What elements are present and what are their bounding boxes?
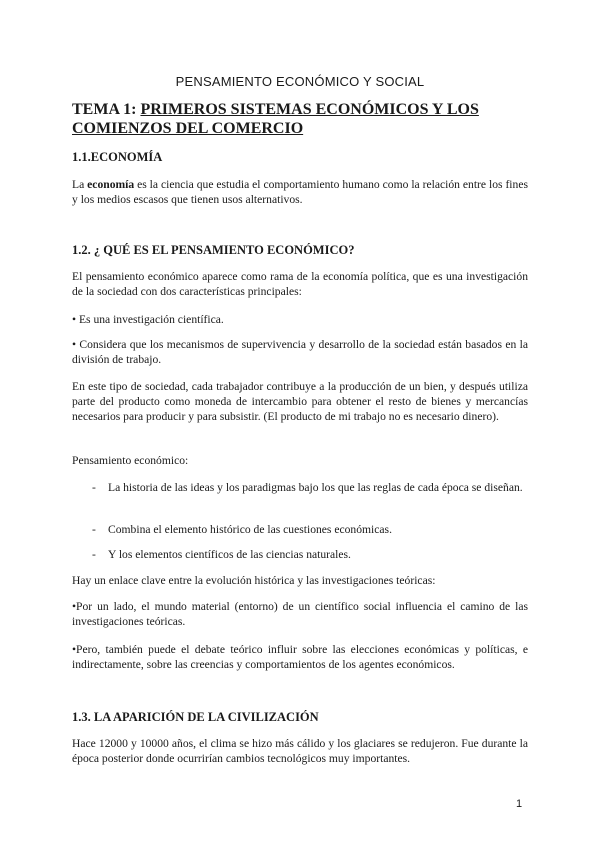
paragraph: Hace 12000 y 10000 años, el clima se hizo más cálido y los glaciares se redujeron. Fue durante la época posterior donde ocurrirían cambios tecnológicos muy importantes. [72, 737, 528, 765]
dash-list-item [92, 480, 528, 495]
dash-list-item [92, 547, 528, 562]
dash-list-item [92, 522, 528, 537]
bold-term: economía [87, 178, 135, 191]
section-heading-1-3: 1.3. LA APARICIÓN DE LA CIVILIZACIÓN [72, 710, 319, 724]
bullet-item: • Es una investigación científica. [72, 313, 224, 326]
dash-text: Y los elementos científicos de las ciencias naturales. [108, 548, 351, 561]
paragraph: En este tipo de sociedad, cada trabajador contribuye a la producción de un bien, y después utiliza parte del producto como moneda de intercambio para obtener el resto de bienes y mercancías necesarios para producir y para subsistir. (El producto de mi trabajo no es necesario dinero). [72, 380, 528, 423]
chapter-prefix: TEMA 1: [72, 101, 141, 118]
paragraph: El pensamiento económico aparece como rama de la economía política, que es una investigación de la sociedad con dos características principales: [72, 270, 528, 298]
running-header: PENSAMIENTO ECONÓMICO Y SOCIAL [175, 74, 425, 89]
text-run: es la ciencia que estudia el comportamiento humano como la relación entre los fines y los medios escasos que tienen usos alternativos. [72, 178, 528, 206]
dash-marker: - [92, 481, 96, 494]
paragraph [72, 177, 528, 207]
chapter-title [72, 100, 532, 138]
dash-marker: - [92, 548, 96, 561]
text-run: La [72, 178, 88, 191]
dash-marker: - [92, 523, 96, 536]
section-heading-1-1: 1.1.ECONOMÍA [72, 150, 163, 164]
paragraph: Pensamiento económico: [72, 454, 189, 467]
bullet-item: • Considera que los mecanismos de supervivencia y desarrollo de la sociedad están basados en la división de trabajo. [72, 338, 528, 366]
paragraph: •Pero, también puede el debate teórico influir sobre las elecciones económicas y políticas, e indirectamente, sobre las creencias y comportamientos de los agentes económicos. [72, 643, 528, 671]
page-number: 1 [516, 798, 523, 810]
dash-text: La historia de las ideas y los paradigmas bajo los que las reglas de cada época se diseñan. [108, 481, 523, 494]
paragraph: Hay un enlace clave entre la evolución histórica y las investigaciones teóricas: [72, 574, 436, 587]
section-heading-1-2: 1.2. ¿ QUÉ ES EL PENSAMIENTO ECONÓMICO? [72, 243, 355, 257]
paragraph: •Por un lado, el mundo material (entorno) de un científico social influencia el camino de las investigaciones teóricas. [72, 600, 528, 628]
dash-text: Combina el elemento histórico de las cuestiones económicas. [108, 523, 392, 536]
chapter-title-text: PRIMEROS SISTEMAS ECONÓMICOS Y LOS COMIENZOS DEL COMERCIO [72, 101, 479, 137]
